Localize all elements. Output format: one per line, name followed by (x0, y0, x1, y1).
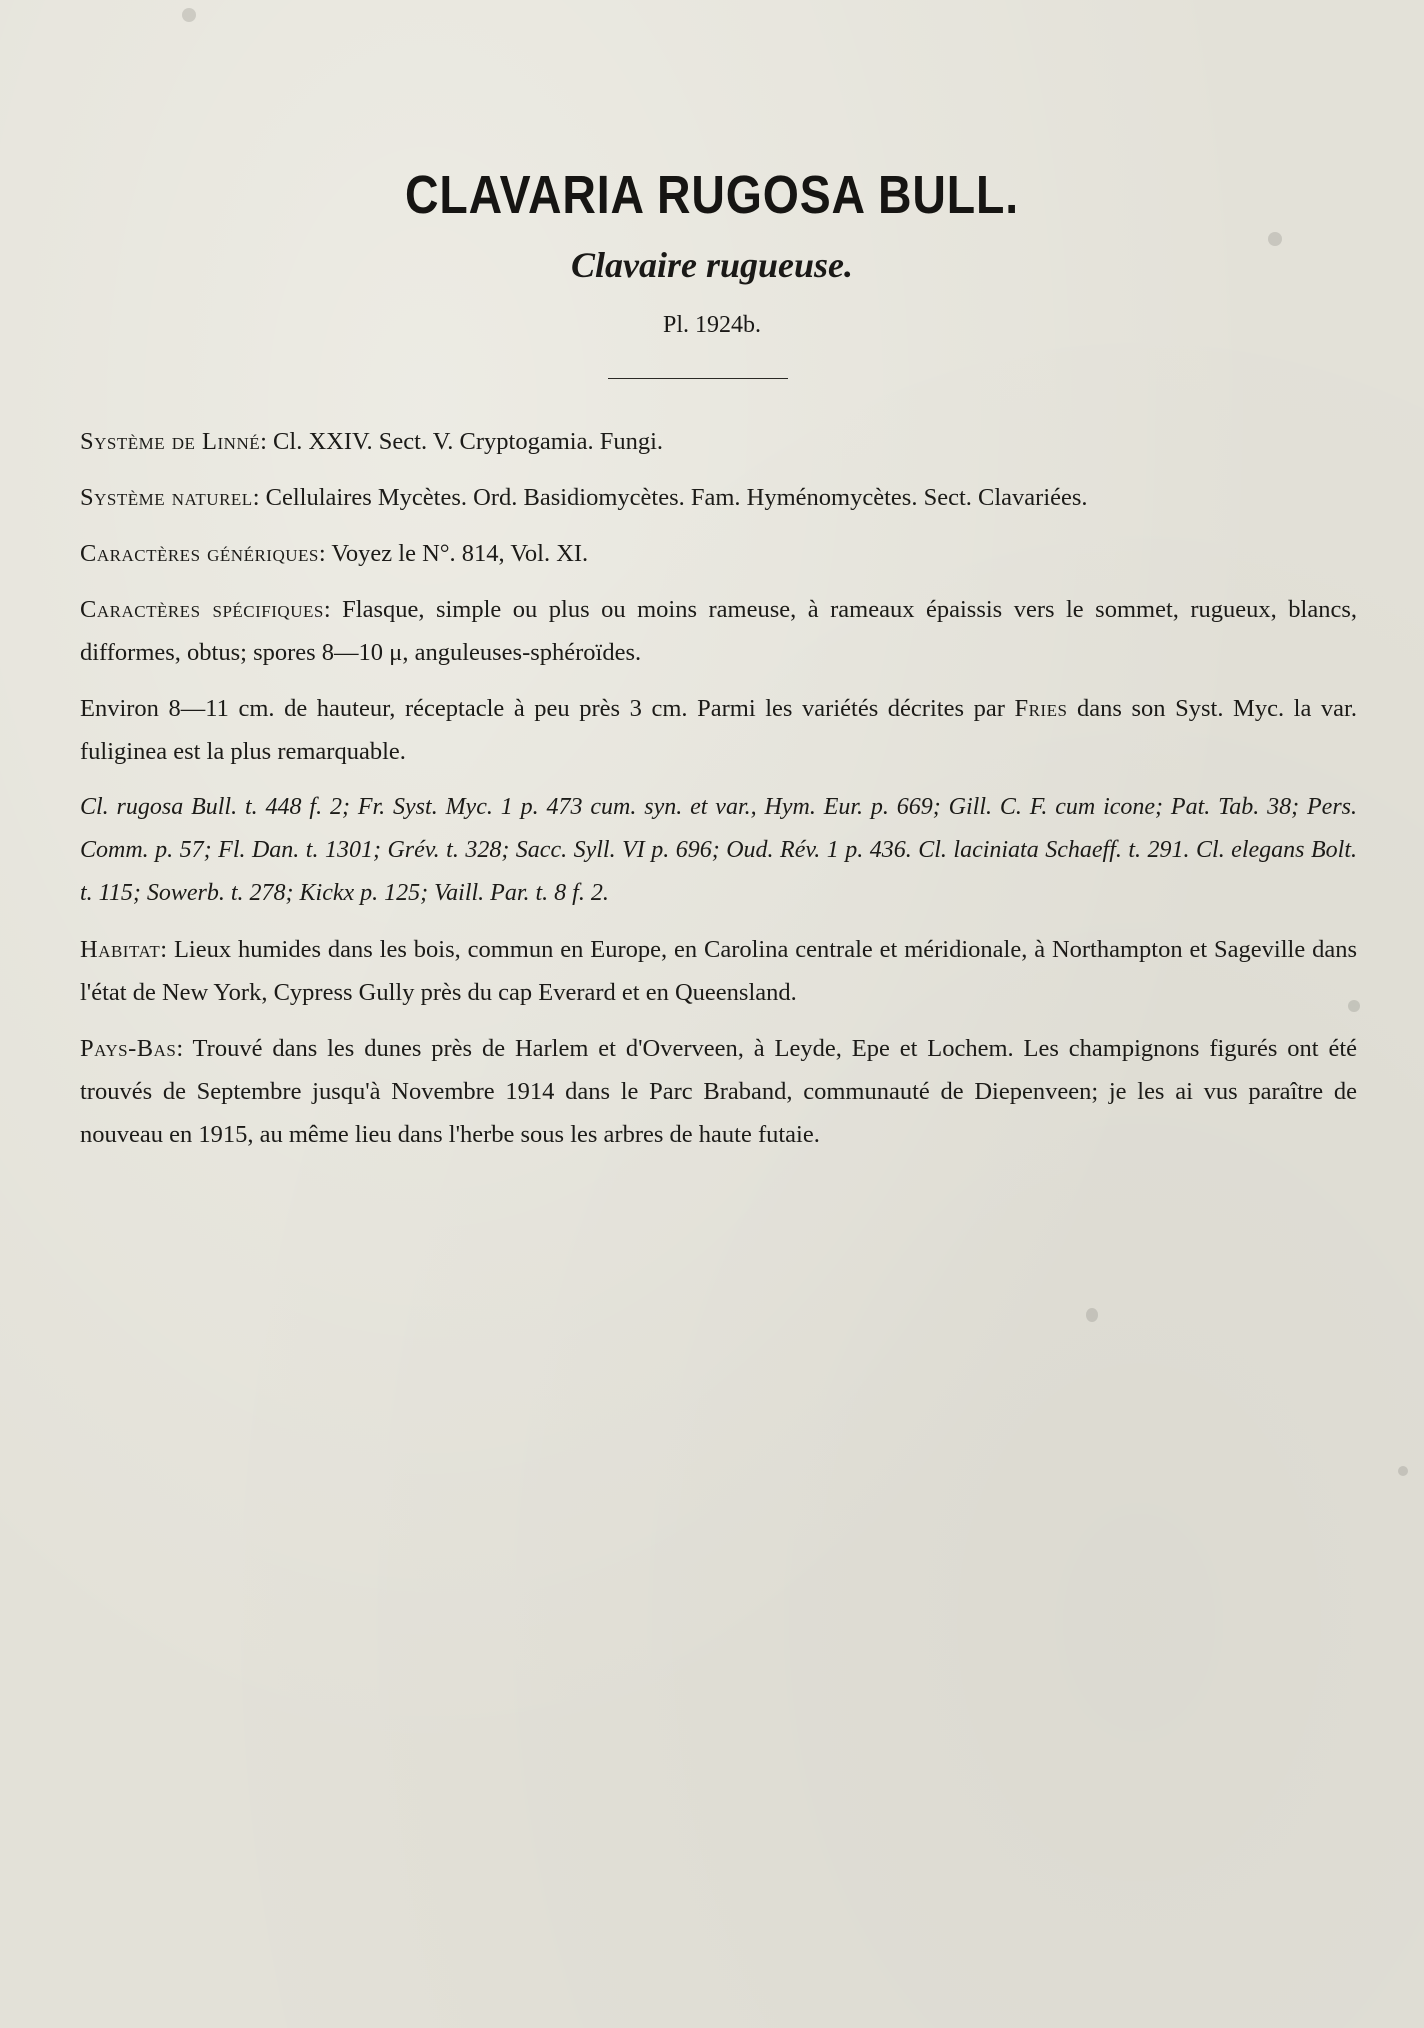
description-paragraph (80, 687, 1357, 773)
section-specifiques (80, 588, 1357, 674)
section-text: : Flasque, simple ou plus ou moins rameuse, à rameaux épaissis vers le sommet, rugueux, blancs, difformes, obtus; spores 8—10 μ, anguleuses-sphéroïdes. (80, 596, 1358, 666)
description-before: Environ 8—11 cm. de hauteur, réceptacle à peu près 3 cm. Parmi les variétés décrites par (80, 695, 1015, 722)
references-paragraph: Cl. rugosa Bull. t. 448 f. 2; Fr. Syst. Myc. 1 p. 473 cum. syn. et var., Hym. Eur. p. 669; Gill. C. F. cum icone; Pat. Tab. 38; Pers. Comm. p. 57; Fl. Dan. t. 1301; Grév. t. 328; Sacc. Syll. VI p. 696; Oud. Rév. 1 p. 436. Cl. laciniata Schaeff. t. 291. Cl. elegans Bolt. t. 115; Sowerb. t. 278; Kickx p. 125; Vaill. Par. t. 8 f. 2. (80, 794, 1357, 906)
habitat-paragraph (80, 928, 1357, 1014)
paper-speck (1398, 1466, 1408, 1476)
pays-bas-text: : Trouvé dans les dunes près de Harlem et d'Overveen, à Leyde, Epe et Lochem. Les champignons figurés ont été trouvés de Septembre jusqu'à Novembre 1914 dans le Parc Braband, communauté de Diepenveen; je les ai vus paraître de nouveau en 1915, au même lieu dans l'herbe sous les arbres de haute futaie. (80, 1035, 1357, 1148)
paper-speck (1086, 1308, 1098, 1322)
plate-number: Pl. 1924b. (662, 312, 761, 338)
description-after: dans son Syst. Myc. la var. fuliginea est la plus remarquable. (80, 695, 1357, 765)
species-title: CLAVARIA RUGOSA BULL. (404, 165, 1020, 225)
section-naturel (80, 476, 1357, 519)
section-label: Système naturel (80, 484, 253, 511)
habitat-text: : Lieux humides dans les bois, commun en Europe, en Carolina centrale et méridionale, à Northampton et Sageville dans l'état de New York, Cypress Gully près du cap Everard et en Queensland. (80, 936, 1357, 1006)
section-label: Système de Linné (80, 428, 261, 455)
author-name: Fries (1014, 695, 1068, 722)
section-text: : Cellulaires Mycètes. Ord. Basidiomycètes. Fam. Hyménomycètes. Sect. Clavariées. (252, 484, 1088, 511)
section-linne (80, 420, 1357, 463)
pays-bas-label: Pays-Bas (80, 1035, 177, 1062)
paper-speck (182, 8, 196, 22)
pays-bas-paragraph (80, 1027, 1357, 1156)
section-label: Caractères spécifiques (80, 596, 324, 623)
article-body (80, 420, 1357, 1169)
section-generiques (80, 532, 1357, 575)
section-text: : Cl. XXIV. Sect. V. Cryptogamia. Fungi. (260, 428, 664, 455)
title-divider (608, 378, 788, 379)
habitat-label: Habitat (80, 936, 161, 963)
common-name: Clavaire rugueuse. (570, 245, 854, 285)
section-text: : Voyez le N°. 814, Vol. XI. (318, 540, 589, 567)
section-label: Caractères génériques (80, 540, 319, 567)
